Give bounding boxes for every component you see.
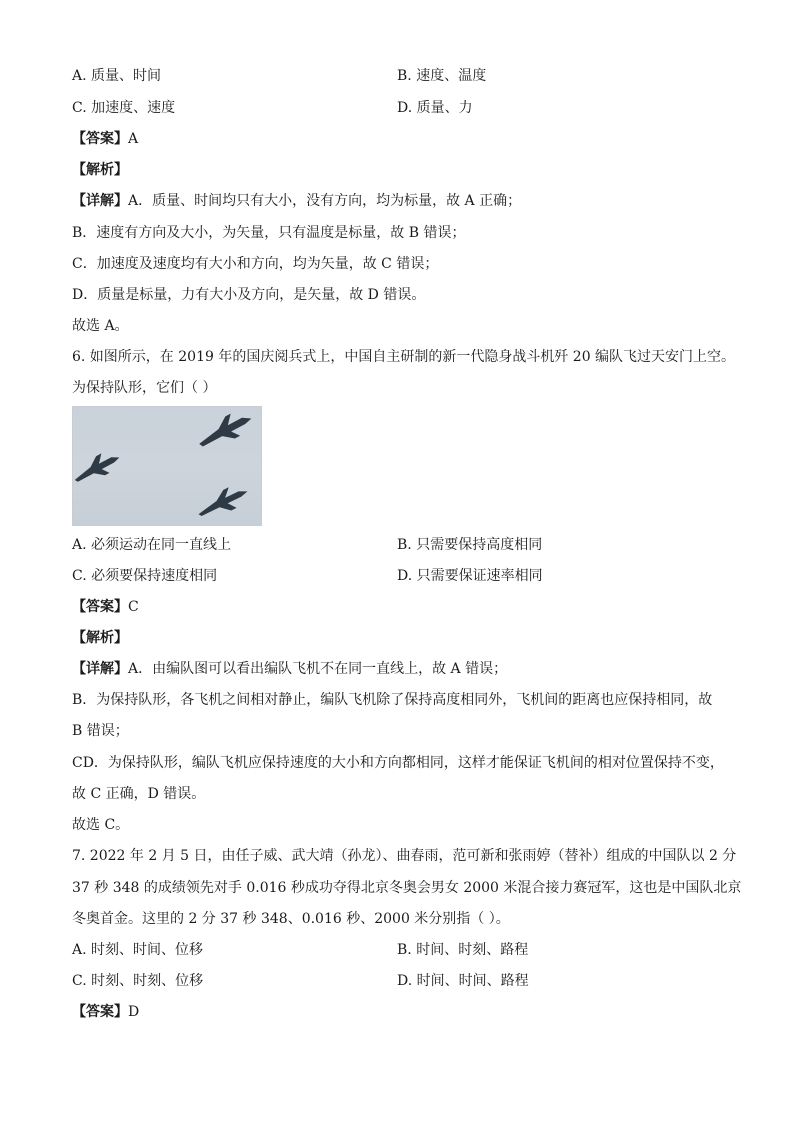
q7-stem-line-2: 37 秒 348 的成绩领先对手 0.016 秒成功夺得北京冬奥会男女 2000 米混合接力赛冠军，这也是中国队北京 [72,880,742,896]
q7-option-a: A. 时刻、时间、位移 [72,942,204,958]
answer-tag: 【答案】 [72,1004,128,1020]
q6-stem-line-2: 为保持队形，它们（ ） [72,380,217,396]
q5-option-a: A. 质量、时间 [72,68,162,84]
q5-detail-line-3: C．加速度及速度均有大小和方向，均为矢量，故 C 错误； [72,256,439,272]
jet-icon [194,481,252,524]
q6-analysis-tag [72,629,128,647]
q6-detail-line-2a: B．为保持队形，各飞机之间相对静止，编队飞机除了保持高度相同外，飞机间的距离也应保持相同，故 [72,692,713,708]
q7-option-c: C. 时刻、时刻、位移 [72,973,204,989]
q6-detail-line-1 [72,660,507,678]
q6-detail-line-3a: CD．为保持队形，编队飞机应保持速度的大小和方向都相同，这样才能保证飞机间的相对位置保持不变， [72,755,724,771]
q7-option-b: B. 时间、时刻、路程 [397,942,529,958]
q6-detail-line-2b: B 错误； [72,723,129,739]
q7-stem-line-1: 7. 2022 年 2 月 5 日，由任子威、武大靖（孙龙）、曲春雨，范可新和张雨婷（替补）组成的中国队以 2 分 [72,848,737,864]
q6-stem-line-1: 6. 如图所示，在 2019 年的国庆阅兵式上，中国自主研制的新一代隐身战斗机歼 20 编队飞过天安门上空。 [72,349,736,365]
detail-tag: 【详解】 [72,661,128,677]
j20-formation-photo [72,406,262,526]
analysis-tag: 【解析】 [72,162,128,178]
q6-conclusion: 故选 C。 [72,817,130,833]
detail-text: A．质量、时间均只有大小，没有方向，均为标量，故 A 正确； [128,193,522,209]
detail-text: A．由编队图可以看出编队飞机不在同一直线上，故 A 错误； [128,661,508,677]
q5-answer-line [72,130,138,148]
q7-option-d: D. 时间、时间、路程 [397,973,529,989]
q6-option-b: B. 只需要保持高度相同 [397,537,543,553]
q7-stem-line-3: 冬奥首金。这里的 2 分 37 秒 348、0.016 秒、2000 米分别指（ ）。 [72,911,510,927]
answer-value: A [128,131,139,147]
answer-tag: 【答案】 [72,599,128,615]
jets-illustration [73,407,262,526]
answer-tag: 【答案】 [72,131,128,147]
q7-answer-line [72,1003,139,1021]
q5-analysis-tag [72,161,128,179]
analysis-tag: 【解析】 [72,630,128,646]
q5-detail-line-1 [72,192,521,210]
q6-option-d: D. 只需要保证速率相同 [397,568,543,584]
q5-option-d: D. 质量、力 [397,100,473,116]
q5-option-c: C. 加速度、速度 [72,100,176,116]
answer-value: D [128,1004,140,1020]
q5-conclusion: 故选 A。 [72,318,129,334]
q6-detail-line-3b: 故 C 正确，D 错误。 [72,786,206,802]
q5-detail-line-4: D．质量是标量，力有大小及方向，是矢量，故 D 错误。 [72,287,426,303]
q5-detail-line-2: B．速度有方向及大小，为矢量，只有温度是标量，故 B 错误； [72,225,466,241]
detail-tag: 【详解】 [72,193,128,209]
answer-value: C [128,599,139,615]
q6-option-c: C. 必须要保持速度相同 [72,568,218,584]
q6-answer-line [72,598,139,616]
q5-option-b: B. 速度、温度 [397,68,487,84]
jet-icon [194,407,256,455]
q6-option-a: A. 必须运动在同一直线上 [72,537,232,553]
jet-icon [73,447,124,489]
